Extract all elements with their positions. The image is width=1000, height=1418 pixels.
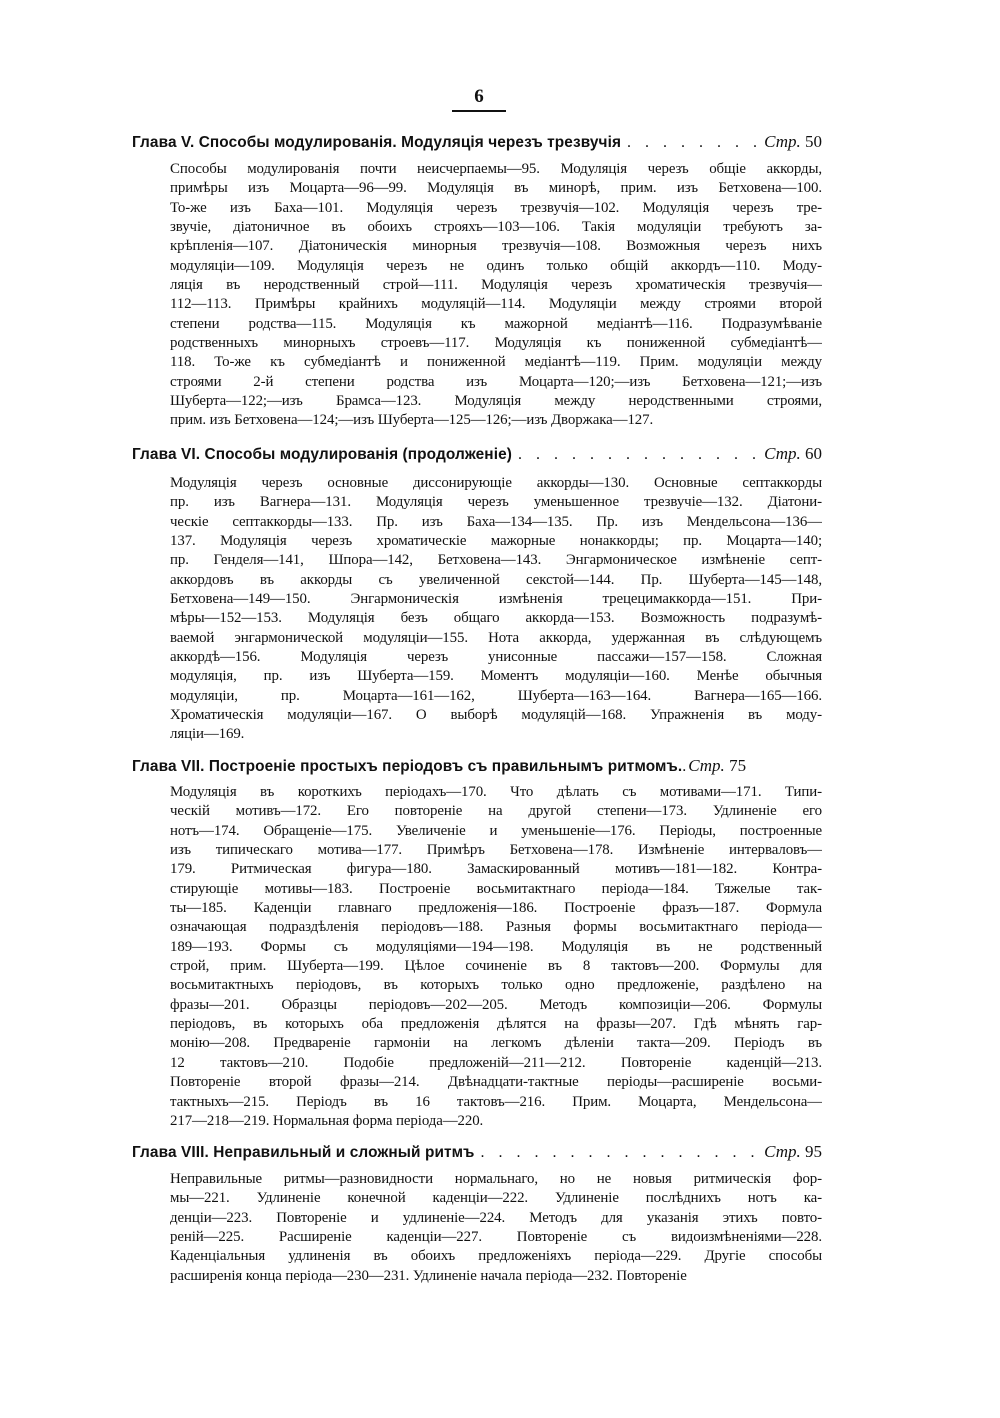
summary-line: ляціи—169. [170, 726, 245, 743]
chapter-title: Глава VII. Построеніе простыхъ періодовъ съ правильнымъ ритмомъ. [132, 758, 683, 775]
summary-line: строй, прим. Шуберта—199. Цѣлое сочиненіе въ 8 тактовъ—200. Формулы для [170, 958, 822, 975]
summary-line: родственныхъ минорныхъ строевъ—117. Модуляція къ пониженной субмедіантѣ— [170, 335, 822, 352]
summary-line: крѣпленія—107. Діатоническія минорныя трезвучія—108. Возможныя черезъ нихъ [170, 238, 822, 255]
summary-line: Модуляція черезъ основные диссонирующіе аккорды—130. Основные септаккорды [170, 475, 822, 491]
dot-leader [512, 446, 764, 464]
summary-line: монію—208. Предвареніе гармоніи на легкомъ дѣленіи такта—209. Періодъ въ [170, 1035, 822, 1052]
summary-line: 118. То-же къ субмедіантѣ и пониженной медіантѣ—119. Прим. модуляціи между [170, 354, 822, 371]
chapter-summary-viii [170, 1170, 822, 1286]
page-ref-label: Стр. [764, 132, 801, 151]
chapter-page-ref [764, 132, 822, 152]
chapter-summary-v [170, 160, 822, 431]
summary-line: аккордовъ въ аккорды съ увеличенной секстой—144. Пр. Шуберта—145—148, [170, 571, 822, 588]
summary-line: денціи—223. Повтореніе и удлиненіе—224. Методъ для указанія этихъ повто- [170, 1209, 822, 1226]
summary-line: ты—185. Каденціи главнаго предложенія—186. Построеніе фразъ—187. Формула [170, 900, 822, 917]
page-ref-label: Стр. [688, 756, 725, 775]
chapter-heading-vi [132, 444, 822, 468]
chapter-page-ref [764, 1142, 822, 1162]
summary-line: расширенія конца періода—230—231. Удлиненіе начала періода—232. Повтореніе [170, 1267, 687, 1284]
summary-line: восьмитактныхъ періодовъ, въ которыхъ только одно предложеніе, раздѣлено на [170, 977, 822, 994]
chapter-title: Глава V. Способы модулированія. Модуляція черезъ трезвучія [132, 134, 622, 151]
summary-line: строями 2-й степени родства изъ Моцарта—120;—изъ Бетховена—121;—изъ [170, 373, 822, 390]
summary-line: звучіе, діатоничное въ обоихъ строяхъ—103—106. Такія модуляціи требуютъ за- [170, 219, 822, 236]
summary-line: аккордѣ—156. Модуляція черезъ унисонные пассажи—157—158. Сложная [170, 649, 822, 666]
summary-line: означающая подраздѣленія періодовъ—188. Разныя формы восьмитактнаго періода— [170, 919, 822, 936]
page-ref-number: 50 [805, 132, 822, 151]
summary-line: стирующіе мотивы—183. Построеніе восьмитактнаго періода—184. Тяжелые так- [170, 880, 822, 897]
chapter-title: Глава VIII. Неправильный и сложный ритмъ [132, 1144, 475, 1161]
summary-line: 179. Ритмическая фигура—180. Замаскированный мотивъ—181—182. Контра- [170, 861, 822, 878]
summary-line: мы—221. Удлиненіе конечной каденціи—222. Удлиненіе послѣднихъ нотъ ка- [170, 1190, 822, 1207]
summary-line: 112—113. Примѣры крайнихъ модуляцій—114. Модуляціи между строями второй [170, 296, 822, 313]
summary-line: изъ типическаго мотива—177. Примѣръ Бетховена—178. Измѣненіе интерваловъ— [170, 842, 822, 859]
summary-line: ляція въ неродственный строй—111. Модуляція черезъ хроматическія трезвучія— [170, 277, 822, 294]
summary-line: 12 тактовъ—210. Подобіе предложеній—211—212. Повтореніе каденцій—213. [170, 1054, 822, 1071]
summary-line: Шуберта—122;—изъ Брамса—123. Модуляція между неродственными строями, [170, 393, 822, 410]
summary-line: То-же изъ Баха—101. Модуляція черезъ трезвучія—102. Модуляція черезъ тре- [170, 199, 822, 216]
summary-line: тактныхъ—215. Періодъ въ 16 тактовъ—216. Прим. Моцарта, Мендельсона— [170, 1093, 822, 1110]
summary-line: модуляція, пр. изъ Шуберта—159. Моментъ модуляціи—160. Менѣе обычныя [170, 668, 822, 685]
summary-line: 189—193. Формы съ модуляціями—194—198. Модуляція въ не родственный [170, 938, 822, 955]
summary-line: реній—225. Расширеніе каденціи—227. Повтореніе съ видоизмѣненіями—228. [170, 1229, 822, 1246]
summary-line: Каденціальныя удлиненія въ обоихъ предложеніяхъ періода—229. Другіе способы [170, 1248, 822, 1265]
summary-line: пр. Генделя—141, Шпора—142, Бетховена—143. Энгармоническое измѣненіе септ- [170, 552, 822, 569]
chapter-page-ref [688, 756, 746, 776]
page-ref-label: Стр. [764, 1142, 801, 1161]
page-ref-label: Стр. [764, 444, 801, 463]
chapter-summary-vii [170, 783, 822, 1131]
summary-line: Способы модулированія почти неисчерпаемы—95. Модуляція черезъ общіе аккорды, [170, 161, 822, 177]
summary-line: модуляціи—109. Модуляція черезъ не одинъ только общій аккордъ—110. Моду- [170, 257, 822, 274]
page-ref-number: 60 [805, 444, 822, 463]
summary-line: Бетховена—149—150. Энгармоническія измѣненія трецецимаккорда—151. При- [170, 591, 822, 608]
page-ref-number: 75 [729, 756, 747, 775]
chapter-heading-v [132, 132, 822, 156]
summary-line: пр. изъ Вагнера—131. Модуляція черезъ уменьшенное трезвучіе—132. Діатони- [170, 494, 822, 511]
summary-line: нотъ—174. Обращеніе—175. Увеличеніе и уменьшеніе—176. Періоды, построенные [170, 822, 822, 839]
summary-line: ваемой энгармонической модуляціи—155. Нота аккорда, удержанная въ слѣдующемъ [170, 629, 822, 646]
summary-line: фразы—201. Образцы періодовъ—202—205. Методъ композиціи—206. Формулы [170, 996, 822, 1013]
page-ref-number: 95 [805, 1142, 822, 1161]
page-number-underline [452, 110, 506, 112]
chapter-page-ref [764, 444, 822, 464]
chapter-heading-viii [132, 1142, 822, 1166]
dot-leader [474, 1144, 764, 1162]
summary-line: Неправильные ритмы—разновидности нормальнаго, но не новыя ритмическія фор- [170, 1171, 822, 1187]
dot-leader [621, 134, 764, 152]
summary-line: примѣры изъ Моцарта—96—99. Модуляція въ минорѣ, прим. изъ Бетховена—100. [170, 180, 822, 197]
summary-line: ческіе септаккорды—133. Пр. изъ Баха—134—135. Пр. изъ Мендельсона—136— [170, 513, 822, 530]
summary-line: мѣры—152—153. Модуляція безъ общаго аккорда—153. Возможность подразумѣ- [170, 610, 822, 627]
chapter-title: Глава VI. Способы модулированія (продолженіе) [132, 446, 512, 463]
summary-line: ческій мотивъ—172. Его повтореніе на другой степени—173. Удлиненіе его [170, 803, 822, 820]
summary-line: Модуляція въ короткихъ періодахъ—170. Что дѣлать съ мотивами—171. Типи- [170, 784, 822, 800]
summary-line: 137. Модуляція черезъ хроматическіе мажорные нонаккорды; пр. Моцарта—140; [170, 533, 822, 550]
chapter-heading-vii [132, 756, 822, 780]
summary-line: модуляціи, пр. Моцарта—161—162, Шуберта—163—164. Вагнера—165—166. [170, 687, 822, 704]
summary-line: прим. изъ Бетховена—124;—изъ Шуберта—125—126;—изъ Дворжака—127. [170, 412, 654, 429]
summary-line: 217—218—219. Нормальная форма періода—220. [170, 1112, 484, 1129]
summary-line: періодовъ, въ которыхъ оба предложенія дѣлятся на фразы—207. Гдѣ мѣнять гар- [170, 1016, 822, 1033]
summary-line: Повтореніе второй фразы—214. Двѣнадцати-тактные періоды—расширеніе восьми- [170, 1074, 822, 1091]
page-number: 6 [474, 86, 484, 107]
summary-line: Хроматическія модуляціи—167. О выборѣ модуляцій—168. Упражненія въ моду- [170, 707, 822, 724]
summary-line: степени родства—115. Модуляція къ мажорной медіантѣ—116. Подразумѣваніе [170, 315, 822, 332]
chapter-summary-vi [170, 474, 822, 745]
